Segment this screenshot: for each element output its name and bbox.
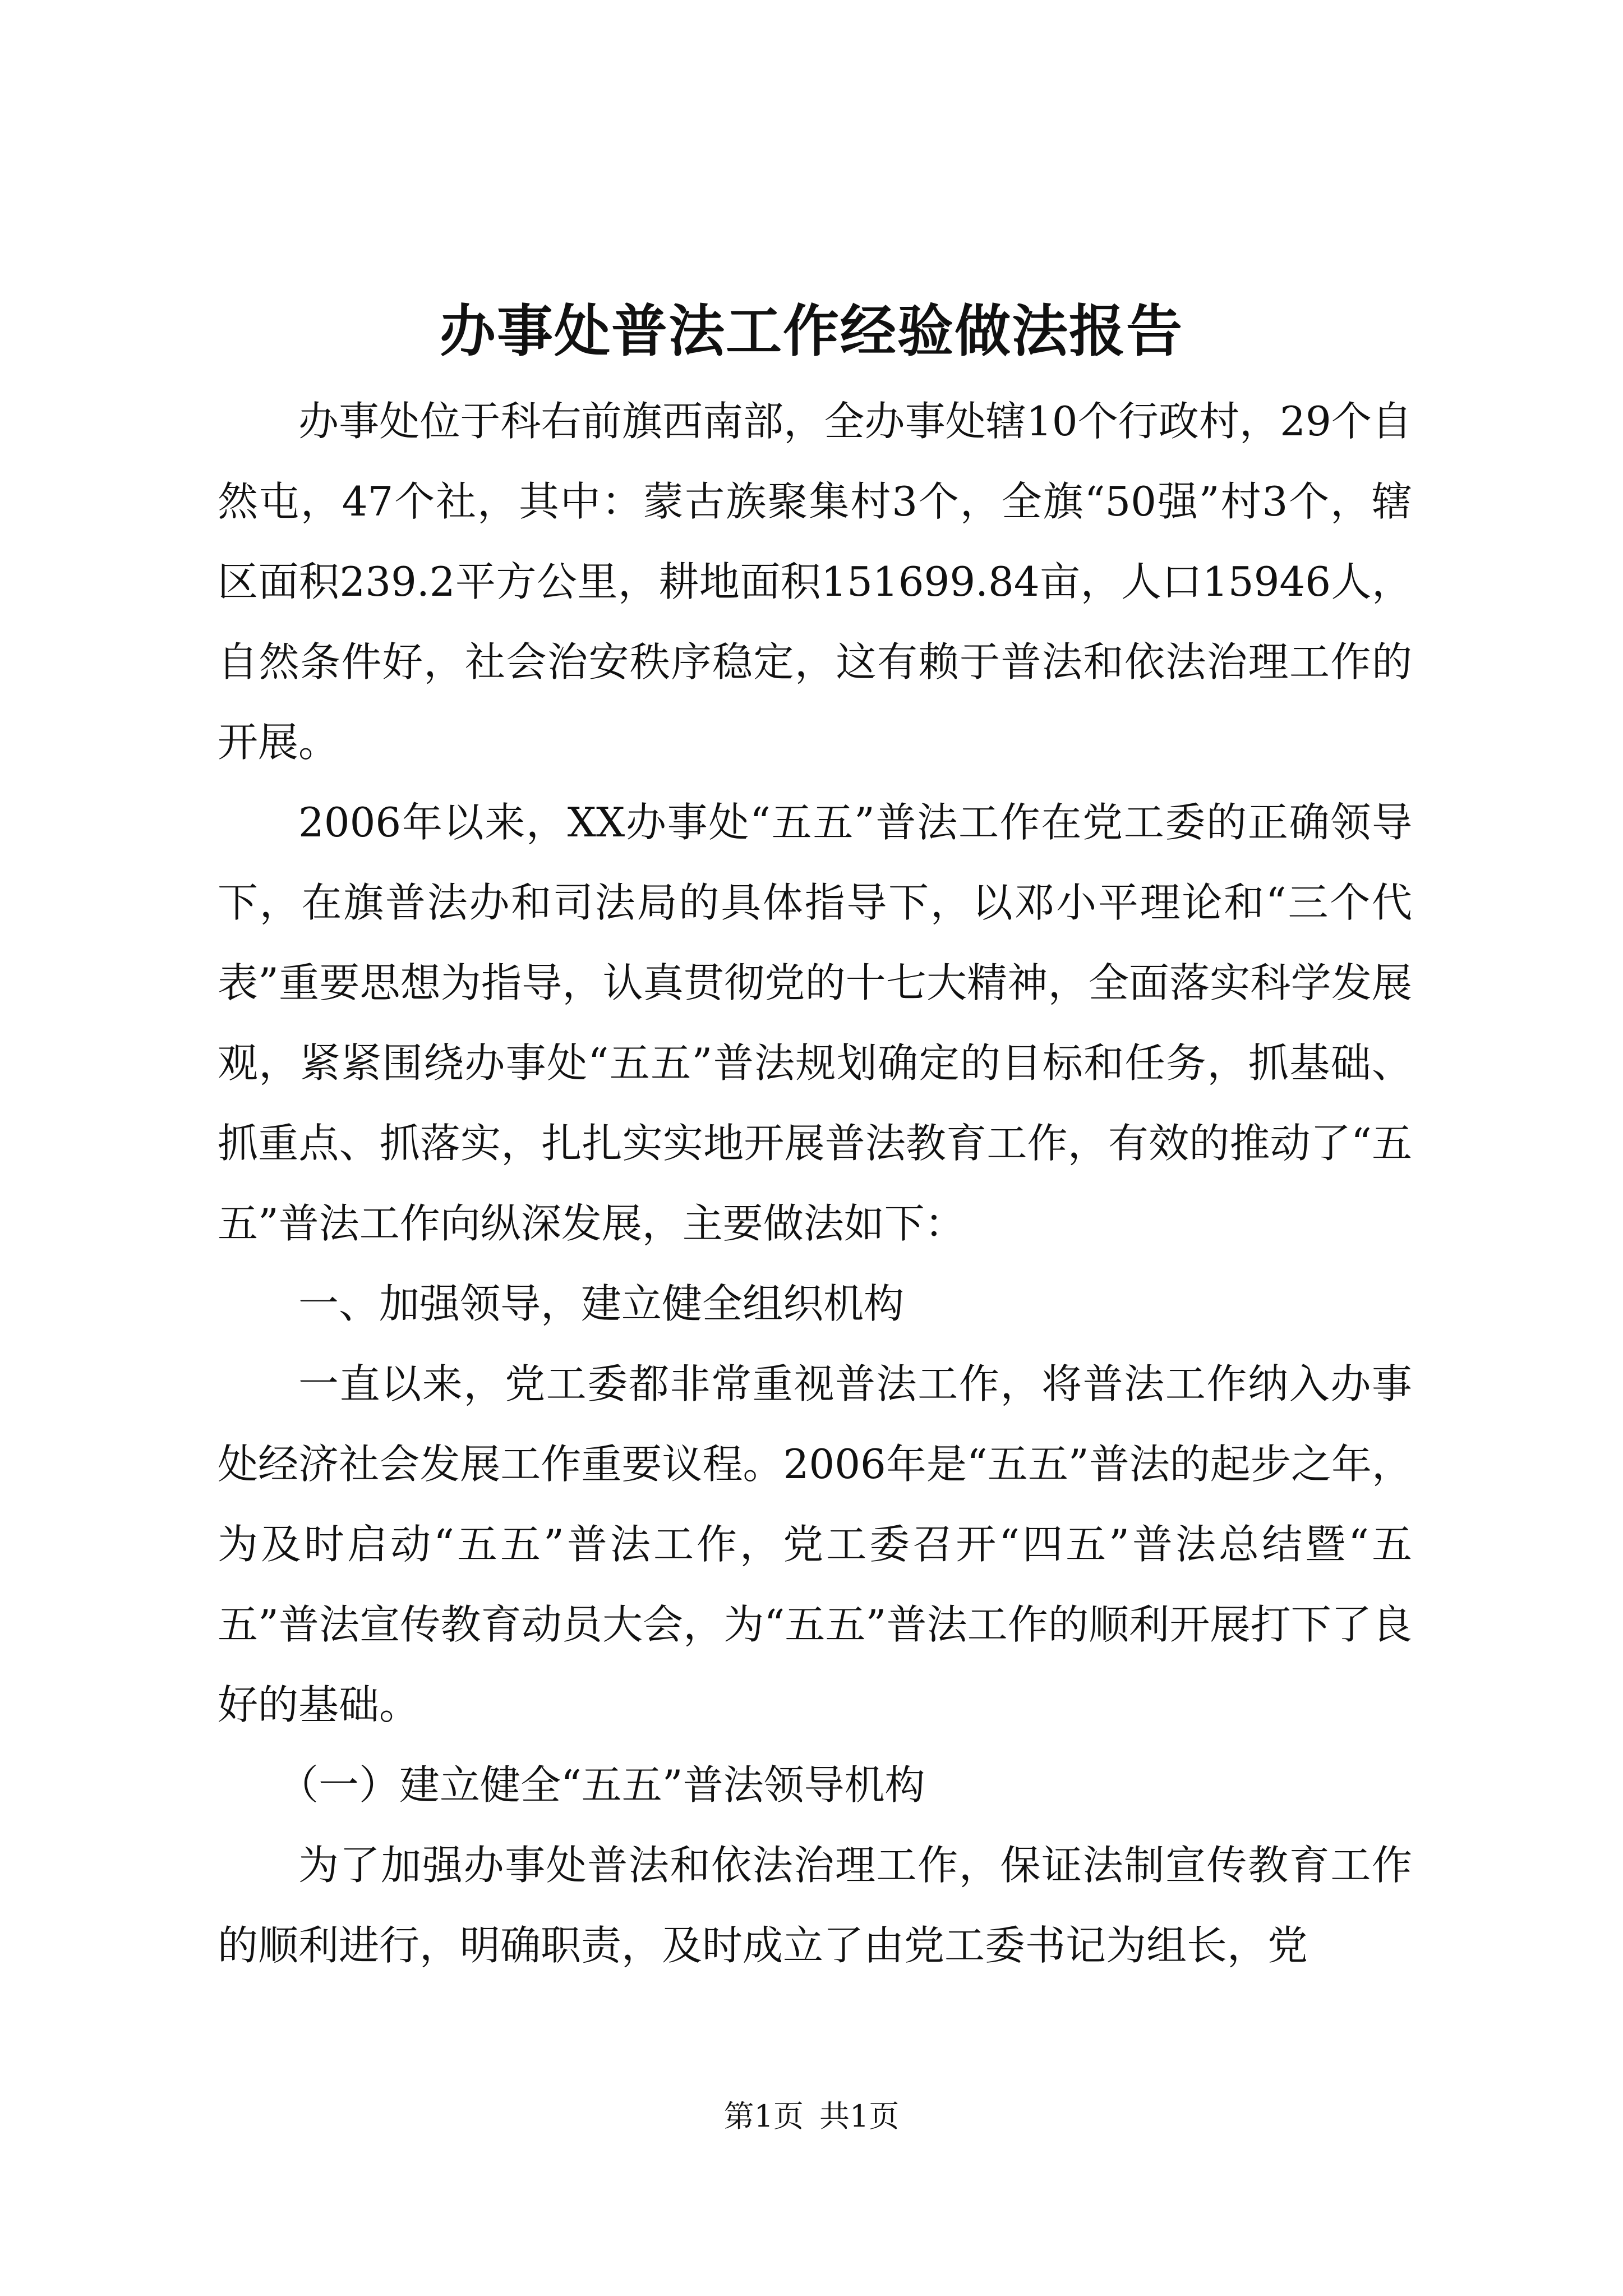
subsection-heading-1: （一）建立健全“五五”普法领导机构 — [278, 1761, 925, 1809]
paragraph-leadership: 一直以来，党工委都非常重视普法工作，将普法工作纳入办事处经济社会发展工作重要议程。2006年是“五五”普法的起步之年，为及时启动“五五”普法工作，党工委召开“四五”普法总结暨“五五”普法宣传教育动员大会，为“五五”普法工作的顺利开展打下了良好的基础。 — [218, 1360, 1412, 1728]
page-number: 第1页 — [723, 2099, 804, 2134]
paragraph-since-2006: 2006年以来，XX办事处“五五”普法工作在党工委的正确领导下，在旗普法办和司法局的具体指导下，以邓小平理论和“三个代表”重要思想为指导，认真贯彻党的十七大精神，全面落实科学发展观，紧紧围绕办事处“五五”普法规划确定的目标和任务，抓基础、抓重点、抓落实，扎扎实实地开展普法教育工作，有效的推动了“五五”普法工作向纵深发展，主要做法如下： — [218, 799, 1412, 1247]
document-title: 办事处普法工作经验做法报告 — [440, 298, 1183, 364]
paragraph-organization: 为了加强办事处普法和依法治理工作，保证法制宣传教育工作的顺利进行，明确职责，及时成立了由党工委书记为组长，党 — [218, 1842, 1412, 1969]
page-total: 共1页 — [819, 2099, 900, 2134]
paragraph-overview: 办事处位于科右前旗西南部，全办事处辖10个行政村，29个自然屯，47个社，其中：蒙古族聚集村3个，全旗“50强”村3个，辖区面积239.2平方公里，耕地面积151699.84亩，人口15946人，自然条件好，社会治安秩序稳定，这有赖于普法和依法治理工作的开展。 — [218, 398, 1412, 766]
page-footer — [0, 2097, 1623, 2136]
document-body — [218, 381, 1412, 1986]
section-heading-1: 一、加强领导，建立健全组织机构 — [298, 1280, 905, 1327]
